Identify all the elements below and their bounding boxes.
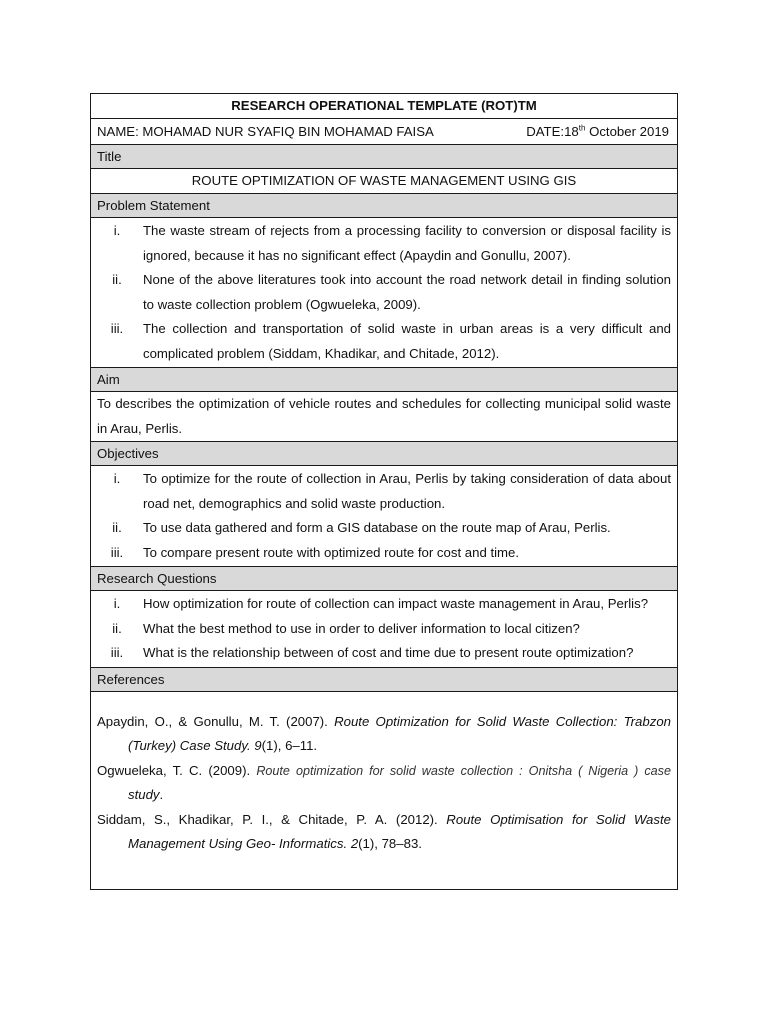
references-list [91,692,677,889]
reference-entry: Siddam, S., Khadikar, P. I., & Chitade, P. A. (2012). Route Optimisation for Solid Waste Management Using Geo- Informatics. 2(1), 78–83. [97,811,671,851]
list-item: ii. What the best method to use in order to deliver information to local citizen? [112,620,580,636]
list-item: iii. To compare present route with optimized route for cost and time. [110,544,520,560]
list-item: i. The waste stream of rejects from a processing facility to conversion or disposal facility is ignored, because it has no significant effect (Apaydin and Gonullu, 2007). [113,223,671,263]
research-questions-list [91,591,677,668]
list-item: iii. What is the relationship between of cost and time due to present route optimization? [110,645,634,660]
objectives-list [91,466,677,567]
aim-label: Aim [91,368,677,392]
rot-template-table [90,93,678,890]
list-item: i. To optimize for the route of collection in Arau, Perlis by taking consideration of data about road net, demographics and solid waste production. [113,471,671,511]
problem-statement-list [91,218,677,368]
list-item: iii. The collection and transportation of solid waste in urban areas is a very difficult and complicated problem (Siddam, Khadikar, and Chitade, 2012). [110,321,671,361]
list-item: ii. To use data gathered and form a GIS database on the route map of Arau, Perlis. [112,520,611,535]
list-item: i. How optimization for route of collection can impact waste management in Arau, Perlis? [113,596,649,611]
template-title: RESEARCH OPERATIONAL TEMPLATE (ROT)TM [91,94,677,119]
problem-statement-label: Problem Statement [91,194,677,218]
aim-text: To describes the optimization of vehicle routes and schedules for collecting municipal solid waste in Arau, Perlis. [91,392,677,442]
reference-entry: Apaydin, O., & Gonullu, M. T. (2007). Route Optimization for Solid Waste Collection: Trabzon (Turkey) Case Study. 9(1), 6–11. [97,713,671,753]
student-name: NAME: MOHAMAD NUR SYAFIQ BIN MOHAMAD FAISA [97,124,434,139]
research-title: ROUTE OPTIMIZATION OF WASTE MANAGEMENT USING GIS [91,169,677,194]
objectives-label: Objectives [91,442,677,466]
name-date-row [91,119,677,145]
title-label: Title [91,145,677,169]
reference-entry: Ogwueleka, T. C. (2009). Route optimization for solid waste collection : Onitsha ( Nigeria ) case study. [97,762,675,802]
references-label: References [91,668,677,692]
list-item: ii. None of the above literatures took into account the road network detail in finding solution to waste collection problem (Ogwueleka, 2009). [112,272,671,312]
research-questions-label: Research Questions [91,567,677,591]
date-field: DATE:18th October 2019 [526,123,669,139]
